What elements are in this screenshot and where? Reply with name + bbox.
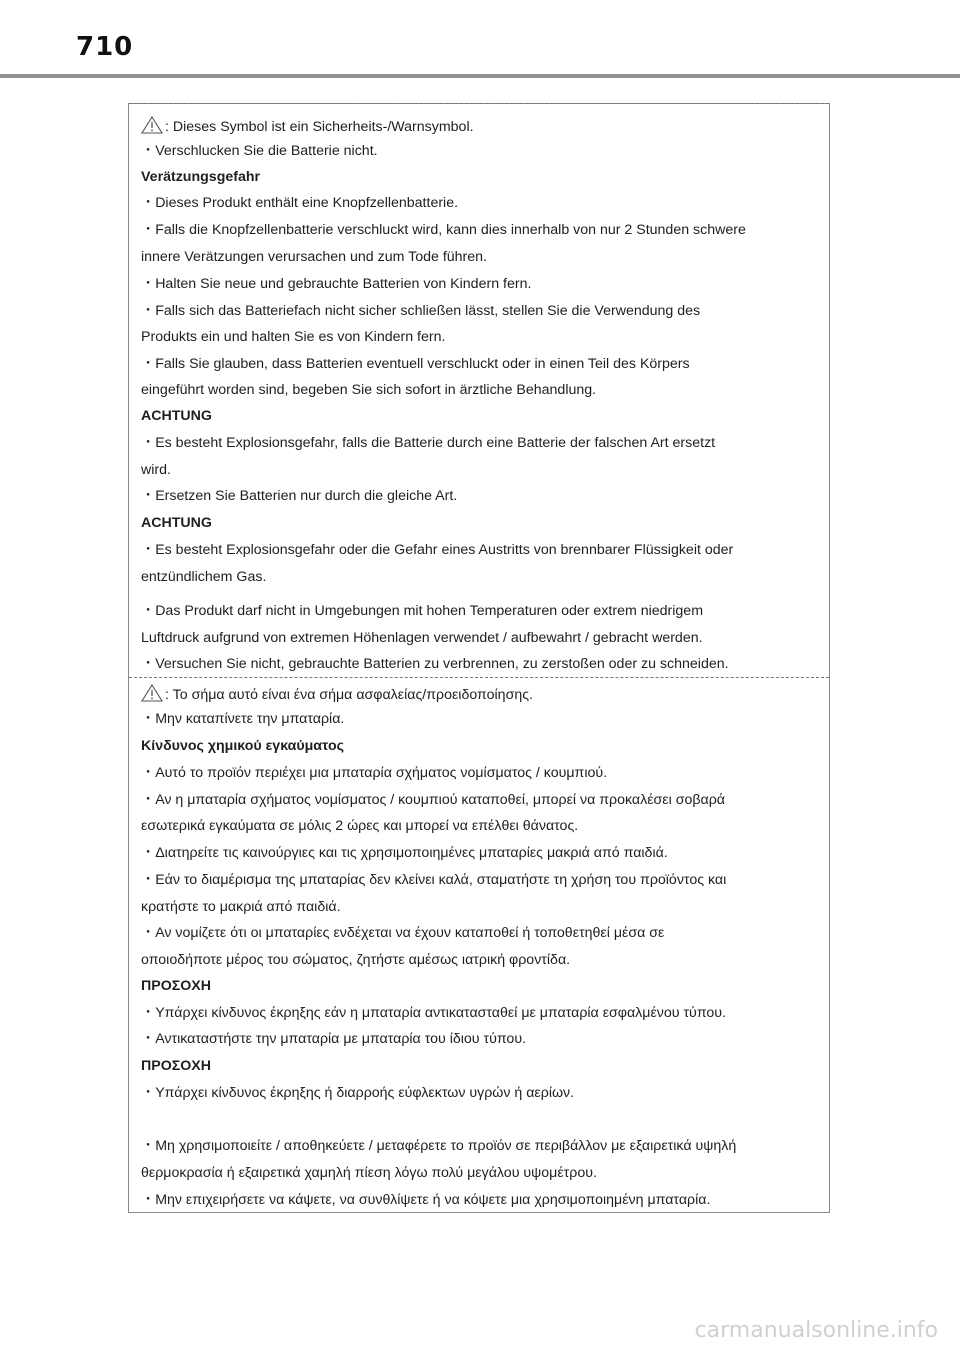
greek-line: ・Μην επιχειρήσετε να κάψετε, να συνθλίψετε ή να κόψετε μια χρησιμοποιημένη μπαταρία. [141, 1192, 711, 1208]
greek-heading: ΠΡΟΣΟΧΗ [141, 978, 212, 994]
german-line: ・Falls sich das Batteriefach nicht sicher schließen lässt, stellen Sie die Verwendung des [141, 303, 701, 319]
page-number: 710 [76, 32, 134, 62]
greek-line: κρατήστε το μακριά από παιδιά. [141, 899, 341, 915]
german-line: wird. [141, 462, 171, 478]
warning-triangle-icon [141, 684, 163, 702]
german-line: ・Falls die Knopfzellenbatterie verschluckt wird, kann dies innerhalb von nur 2 Stunden schwere [141, 222, 746, 238]
greek-symbol-text: : Το σήμα αυτό είναι ένα σήμα ασφαλείας/προειδοποίησης. [165, 687, 533, 703]
german-line: ・Verschlucken Sie die Batterie nicht. [141, 143, 378, 159]
german-line: Luftdruck aufgrund von extremen Höhenlagen verwendet / aufbewahrt / gebracht werden. [141, 630, 703, 646]
german-line: ・Es besteht Explosionsgefahr, falls die Batterie durch eine Batterie der falschen Art ersetzt [141, 435, 716, 451]
section-divider [129, 677, 829, 678]
german-line: ・Halten Sie neue und gebrauchte Batterien von Kindern fern. [141, 276, 532, 292]
greek-symbol-note [141, 684, 533, 704]
german-line: ・Dieses Produkt enthält eine Knopfzellenbatterie. [141, 195, 459, 211]
greek-line: θερμοκρασία ή εξαιρετικά χαμηλή πίεση λόγω πολύ μεγάλου υψομέτρου. [141, 1165, 597, 1181]
greek-line: ・Αν νομίζετε ότι οι μπαταρίες ενδέχεται να έχουν καταποθεί ή τοποθετηθεί μέσα σε [141, 925, 665, 941]
greek-line: εσωτερικά εγκαύματα σε μόλις 2 ώρες και μπορεί να επέλθει θάνατος. [141, 818, 579, 834]
greek-line: οποιοδήποτε μέρος του σώματος, ζητήστε αμέσως ιατρική φροντίδα. [141, 952, 571, 968]
german-line: ・Das Produkt darf nicht in Umgebungen mit hohen Temperaturen oder extrem niedrigem [141, 603, 704, 619]
german-heading: ACHTUNG [141, 408, 212, 424]
german-symbol-text: : Dieses Symbol ist ein Sicherheits-/Warnsymbol. [165, 119, 474, 135]
greek-heading: Κίνδυνος χημικού εγκαύματος [141, 738, 345, 754]
greek-line: ・Διατηρείτε τις καινούργιες και τις χρησιμοποιημένες μπαταρίες μακριά από παιδιά. [141, 845, 668, 861]
greek-line: ・Υπάρχει κίνδυνος έκρηξης εάν η μπαταρία αντικατασταθεί με μπαταρία εσφαλμένου τύπου. [141, 1005, 726, 1021]
watermark: carmanualsonline.info [694, 1318, 938, 1343]
greek-line: ・Εάν το διαμέρισμα της μπαταρίας δεν κλείνει καλά, σταματήστε τη χρήση του προϊόντος και [141, 872, 727, 888]
greek-heading: ΠΡΟΣΟΧΗ [141, 1058, 212, 1074]
german-heading: Verätzungsgefahr [141, 169, 261, 185]
german-symbol-note [141, 116, 474, 136]
german-heading: ACHTUNG [141, 515, 212, 531]
german-line: ・Falls Sie glauben, dass Batterien eventuell verschluckt oder in einen Teil des Körpers [141, 356, 690, 372]
german-line: Produkts ein und halten Sie es von Kindern fern. [141, 329, 446, 345]
german-line: ・Ersetzen Sie Batterien nur durch die gleiche Art. [141, 488, 458, 504]
battery-warning-box [128, 103, 830, 1213]
greek-line: ・Υπάρχει κίνδυνος έκρηξης ή διαρροής εύφλεκτων υγρών ή αερίων. [141, 1085, 575, 1101]
german-line: ・Es besteht Explosionsgefahr oder die Gefahr eines Austritts von brennbarer Flüssigkeit oder [141, 542, 734, 558]
greek-line: ・Αν η μπαταρία σχήματος νομίσματος / κουμπιού καταποθεί, μπορεί να προκαλέσει σοβαρά [141, 792, 725, 808]
german-line: innere Verätzungen verursachen und zum Tode führen. [141, 249, 487, 265]
greek-line: ・Αυτό το προϊόν περιέχει μια μπαταρία σχήματος νομίσματος / κουμπιού. [141, 765, 608, 781]
greek-line: ・Μην καταπίνετε την μπαταρία. [141, 711, 345, 727]
german-line: entzündlichem Gas. [141, 569, 267, 585]
greek-line: ・Μη χρησιμοποιείτε / αποθηκεύετε / μεταφέρετε το προϊόν σε περιβάλλον με εξαιρετικά υψηλή [141, 1138, 737, 1154]
header-rule [0, 74, 960, 78]
german-line: ・Versuchen Sie nicht, gebrauchte Batterien zu verbrennen, zu zerstoßen oder zu schneiden. [141, 656, 729, 672]
warning-triangle-icon [141, 116, 163, 134]
greek-line: ・Αντικαταστήστε την μπαταρία με μπαταρία του ίδιου τύπου. [141, 1031, 527, 1047]
german-line: eingeführt worden sind, begeben Sie sich sofort in ärztliche Behandlung. [141, 382, 597, 398]
